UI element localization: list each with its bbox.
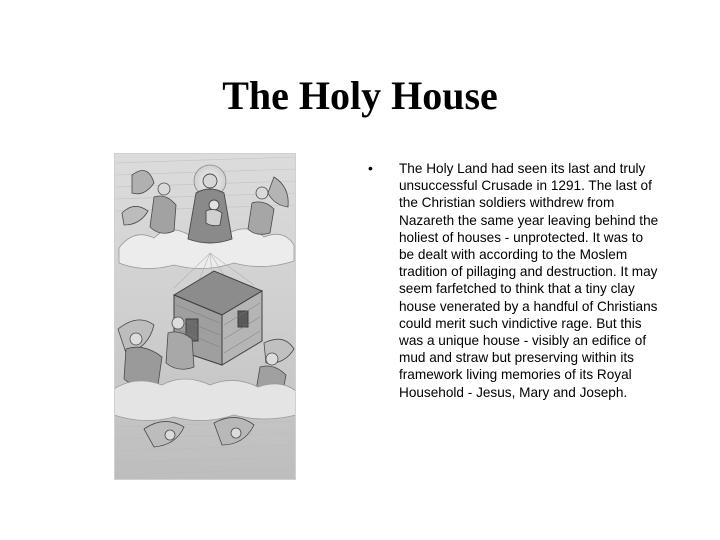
bullet-marker: • (368, 160, 373, 176)
holy-house-engraving (114, 153, 296, 480)
bullet-body-text: The Holy Land had seen its last and truly unsuccessful Crusade in 1291. The last of the Christian soldiers withdrew from Nazareth the same year leaving behind the holiest of houses - unprotected. It was to be dealt with according to the Moslem tradition of pillaging and destruction. It may seem farfetched to think that a tiny clay house venerated by a handful of Christians could merit such vindictive rage. But this was a unique house - visibly an edifice of mud and straw but preserving within its framework living memories of its Royal Household - Jesus, Mary and Joseph. (399, 161, 659, 400)
engraving-illustration (114, 153, 296, 480)
slide-title: The Holy House (222, 73, 498, 118)
